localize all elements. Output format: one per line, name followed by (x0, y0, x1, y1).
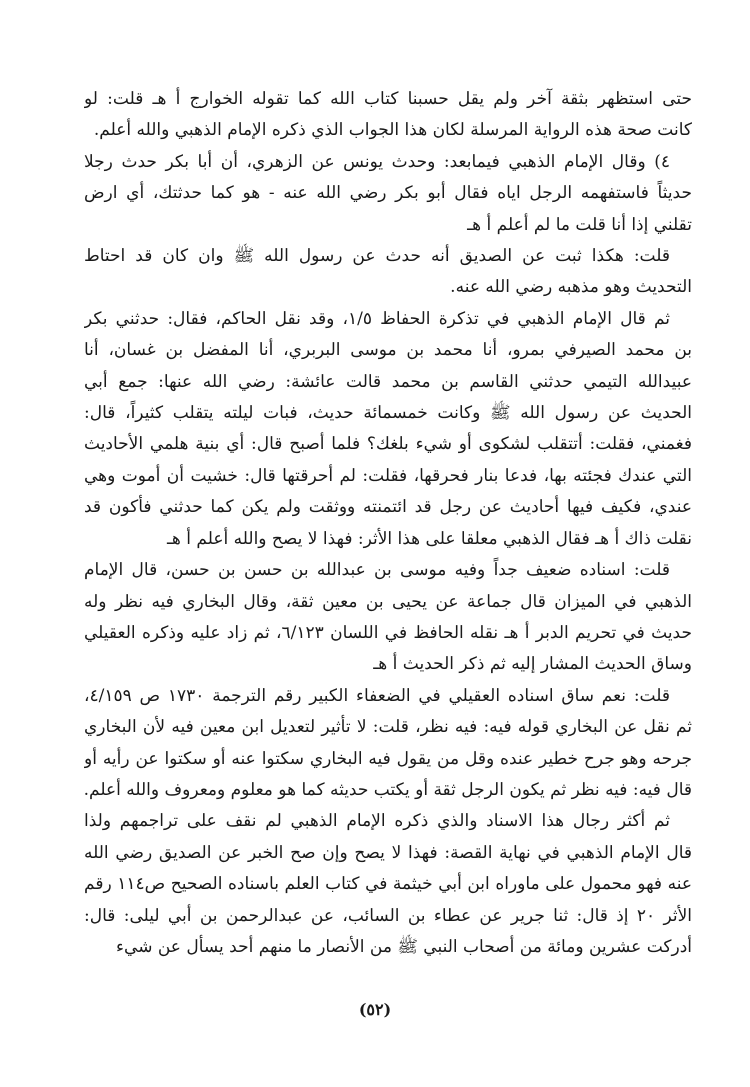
text-line: ثم أكثر رجال هذا الاسناد والذي ذكره الإمام الذهبي لم نقف على تراجمهم ولذا (84, 811, 670, 832)
text-line: وساق الحديث المشار إليه ثم ذكر الحديث أ هـ (373, 654, 692, 675)
paragraph (84, 84, 692, 147)
text-line: ثم نقل عن البخاري قوله فيه: فيه نظر، قلت: لا تأثير لتعديل ابن معين فيه لأن البخاري (84, 717, 692, 738)
text-line: ٤) وقال الإمام الذهبي فيمابعد: وحدث يونس عن الزهري، أن أبا بكر حدث رجلا (84, 151, 670, 172)
text-line: التحديث وهو مذهبه رضي الله عنه. (450, 277, 692, 298)
paragraph (84, 241, 692, 304)
text-line: قال فيه: فيه نظر ثم يكون الرجل ثقة أو يكتب حديثه كما هو معلوم ومعروف والله أعلم. (84, 779, 692, 800)
text-line: بن محمد الصيرفي بمرو، أنا محمد بن موسى البربري، أنا المفضل بن غسان، أنا (84, 340, 692, 361)
paragraph (84, 681, 692, 807)
text-line: أدركت عشرين ومائة من أصحاب النبي ﷺ من الأنصار ما منهم أحد يسأل عن شيء (116, 936, 692, 957)
text-line: تقلني إذا أنا قلت ما لم أعلم أ هـ (467, 214, 692, 235)
text-line: جرحه وهو جرح خطير عنده وقل من يقول فيه البخاري سكتوا عنه أو سكتوا عن رأيه أو (84, 748, 692, 769)
text-line: كانت صحة هذه الرواية المرسلة لكان هذا الجواب الذي ذكره الإمام الذهبي والله أعلم. (93, 120, 692, 141)
body-text (84, 84, 692, 963)
text-line: قلت: اسناده ضعيف جداً وفيه موسى بن عبدالله بن حسن بن حسن، قال الإمام (84, 560, 670, 581)
text-line: حتى استظهر بثقة آخر ولم يقل حسبنا كتاب الله كما تقوله الخوارج أ هـ قلت: لو (84, 89, 692, 109)
page-number: (٥٢) (358, 1000, 392, 1019)
text-line: عنه فهو محمول على ماوراه ابن أبي خيثمة في كتاب العلم باسناده الصحيح ص١١٤ رقم (84, 874, 692, 895)
text-line: نقلت ذاك أ هـ فقال الذهبي معلقا على هذا الأثر: فهذا لا يصح والله أعلم أ هـ (166, 528, 692, 549)
text-line: قلت: هكذا ثبت عن الصديق أنه حدث عن رسول الله ﷺ وان كان قد احتاط (84, 246, 670, 267)
text-line: الحديث عن رسول الله ﷺ وكانت خمسمائة حديث، فبات ليلته يتقلب كثيراً، قال: (84, 403, 692, 424)
text-line: ثم قال الإمام الذهبي في تذكرة الحفاظ ١/٥، وقد نقل الحاكم، فقال: حدثني بكر (84, 308, 670, 329)
text-line: عندي، فكيف فيها أحاديث عن رجل قد ائتمنته ووثقت ولم يكن كما حدثني فأكون قد (84, 497, 692, 518)
paragraph (84, 304, 692, 555)
paragraph (84, 147, 692, 241)
text-line: قال الإمام الذهبي في نهاية القصة: فهذا لا يصح وإن صح الخبر عن الصديق رضي الله (84, 842, 692, 863)
text-line: الذهبي في الميزان قال جماعة عن يحيى بن معين ثقة، وقال البخاري فيه نظر وله (84, 591, 692, 612)
paragraph (84, 555, 692, 681)
text-line: فغمني، فقلت: أتتقلب لشكوى أو شيء بلغك؟ فلما أصبح قال: أي بنية هلمي الأحاديث (84, 434, 692, 455)
text-line: عبيدالله التيمي حدثني القاسم بن محمد قالت عائشة: رضي الله عنها: جمع أبي (84, 371, 692, 392)
text-line: حديثاً فاستفهمه الرجل اياه فقال أبو بكر رضي الله عنه - هو كما حدثتك، أي ارض (84, 183, 692, 204)
text-line: الأثر ٢٠ إذ قال: ثنا جرير عن عطاء بن السائب، عن عبدالرحمن بن أبي ليلى: قال: (84, 905, 692, 926)
paragraph (84, 806, 692, 963)
text-line: حديث في تحريم الدبر أ هـ نقله الحافظ في اللسان ٦/١٢٣، ثم زاد عليه وذكره العقيلي (84, 622, 692, 643)
text-line: التي عندك فجئته بها، فدعا بنار فحرقها، فقلت: لم أحرقتها قال: خشيت أن أموت وهي (84, 465, 692, 486)
text-line: قلت: نعم ساق اسناده العقيلي في الضعفاء الكبير رقم الترجمة ١٧٣٠ ص ٤/١٥٩، (84, 685, 670, 706)
